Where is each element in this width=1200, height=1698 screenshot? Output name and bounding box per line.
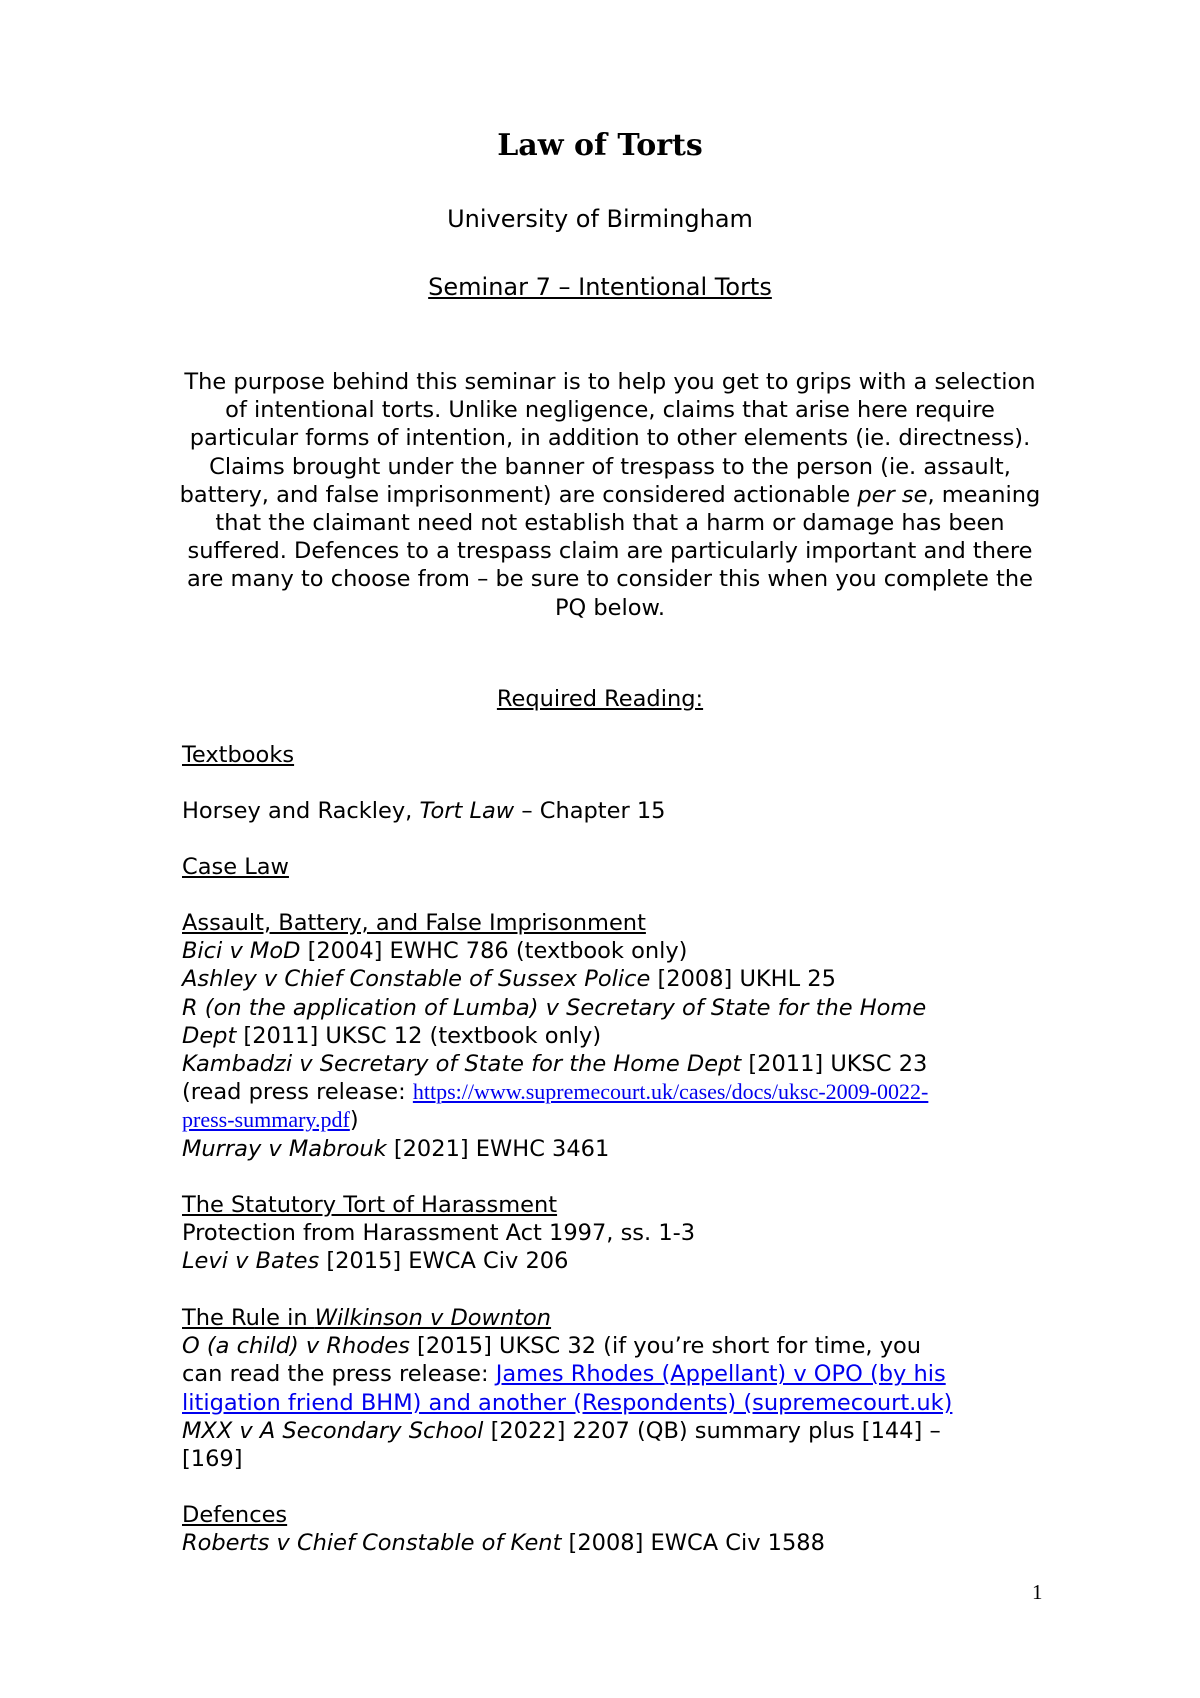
- case-citation: [2008] EWCA Civ 1588: [561, 1530, 825, 1557]
- textbook-authors: Horsey and Rackley,: [182, 798, 420, 825]
- case-citation: [2011] UKSC 23: [741, 1051, 928, 1078]
- textbooks-section: [182, 741, 1062, 882]
- case-citation: [2021] EWHC 3461: [386, 1135, 610, 1162]
- kambadzi-press-line2: [182, 1106, 1062, 1134]
- textbook-title: Tort Law: [419, 798, 515, 825]
- kambadzi-press-line: [182, 1078, 1062, 1106]
- case-name: Ashley v Chief Constable of Sussex Police: [182, 966, 651, 993]
- case-murray: [182, 1135, 1062, 1163]
- heading-prefix: The Rule in: [182, 1305, 315, 1331]
- rhodes-press-line: [182, 1360, 1062, 1388]
- press-prefix: (read press release:: [182, 1079, 413, 1106]
- press-release-link-cont[interactable]: press-summary.pdf: [182, 1107, 350, 1133]
- case-name: Murray v Mabrouk: [182, 1135, 387, 1162]
- document-title: Law of Torts: [497, 128, 703, 163]
- university-name: University of Birmingham: [447, 205, 753, 233]
- wilkinson-heading: [182, 1304, 1062, 1332]
- seminar-title-text: Seminar 7 – Intentional Torts: [428, 273, 772, 301]
- case-mxx: [182, 1417, 1062, 1445]
- case-ashley: [182, 965, 1062, 993]
- rhodes-press-link[interactable]: James Rhodes (Appellant) v OPO (by his: [495, 1361, 946, 1388]
- case-mxx-cont: [169]: [182, 1446, 243, 1473]
- case-roberts: [182, 1529, 1062, 1557]
- harassment-heading: The Statutory Tort of Harassment: [182, 1192, 558, 1218]
- case-citation: [2015] UKSC 32 (if you’re short for time, you: [409, 1333, 922, 1360]
- case-bici: [182, 937, 1062, 965]
- harassment-act: Protection from Harassment Act 1997, ss. 1-3: [182, 1220, 696, 1247]
- case-name: Roberts v Chief Constable of Kent: [182, 1530, 562, 1557]
- seminar-title: [0, 272, 1200, 302]
- case-levi: [182, 1247, 1062, 1275]
- defences-section: [182, 1501, 1062, 1557]
- textbook-chapter: – Chapter 15: [514, 798, 666, 825]
- harassment-section: [182, 1191, 1062, 1276]
- case-law-heading: Case Law: [182, 854, 289, 881]
- case-name: O (a child) v Rhodes: [182, 1333, 410, 1360]
- case-kambadzi: [182, 1050, 1062, 1078]
- textbook-entry: [182, 797, 1062, 825]
- case-lumba-line1: R (on the application of Lumba) v Secretary of State for the Home: [182, 994, 927, 1021]
- case-citation: [2011] UKSC 12 (textbook only): [236, 1022, 602, 1049]
- case-citation: [2004] EWHC 786 (textbook only): [300, 938, 688, 965]
- heading-case: Wilkinson v Downton: [314, 1305, 552, 1331]
- page-number: 1: [1032, 1580, 1043, 1604]
- case-citation: [2015] EWCA Civ 206: [319, 1248, 569, 1275]
- case-name: Kambadzi v Secretary of State for the Home Dept: [182, 1051, 742, 1078]
- case-lumba-line2: [182, 1022, 1062, 1050]
- intro-text-1: The purpose behind this seminar is to help you get to grips with a selection of intentional torts. Unlike negligence, claims that arise here require particular forms of intention, in addition to other elements (ie. directness). Claims brought under the banner of trespass to the person (ie. assault, battery, and false imprisonment) are considered actionable: [179, 369, 1036, 508]
- rhodes-press-link-cont[interactable]: litigation friend BHM) and another (Respondents) (supremecourt.uk): [182, 1389, 953, 1416]
- wilkinson-section: [182, 1304, 1062, 1473]
- rhodes-press-line2: [182, 1389, 1062, 1417]
- intro-paragraph: [175, 368, 1045, 622]
- press-release-link[interactable]: https://www.supremecourt.uk/cases/docs/uksc-2009-0022-: [412, 1079, 929, 1105]
- intro-text-2: , meaning that the claimant need not establish that a harm or damage has been suffered. Defences to a trespass claim are particularly important and there are many to choose from – be sure to consider this when you complete the PQ below.: [187, 481, 1041, 621]
- defences-heading: Defences: [182, 1502, 288, 1528]
- case-name: MXX v A Secondary School: [182, 1417, 484, 1444]
- required-reading-text: Required Reading:: [496, 686, 704, 712]
- case-name: Levi v Bates: [182, 1248, 320, 1275]
- assault-heading: Assault, Battery, and False Imprisonment: [182, 910, 646, 936]
- press-close: ): [349, 1107, 359, 1134]
- press-prefix: can read the press release:: [182, 1361, 496, 1388]
- case-name: Bici v MoD: [182, 938, 301, 965]
- case-citation: [2022] 2207 (QB) summary plus [144] –: [483, 1417, 941, 1444]
- case-name: Dept: [182, 1022, 237, 1049]
- required-reading-heading: [0, 684, 1200, 714]
- intro-per-se: per se: [857, 481, 928, 508]
- textbooks-heading: Textbooks: [182, 742, 295, 768]
- case-citation: [2008] UKHL 25: [650, 966, 836, 993]
- case-rhodes: [182, 1332, 1062, 1360]
- assault-section: [182, 909, 1062, 1163]
